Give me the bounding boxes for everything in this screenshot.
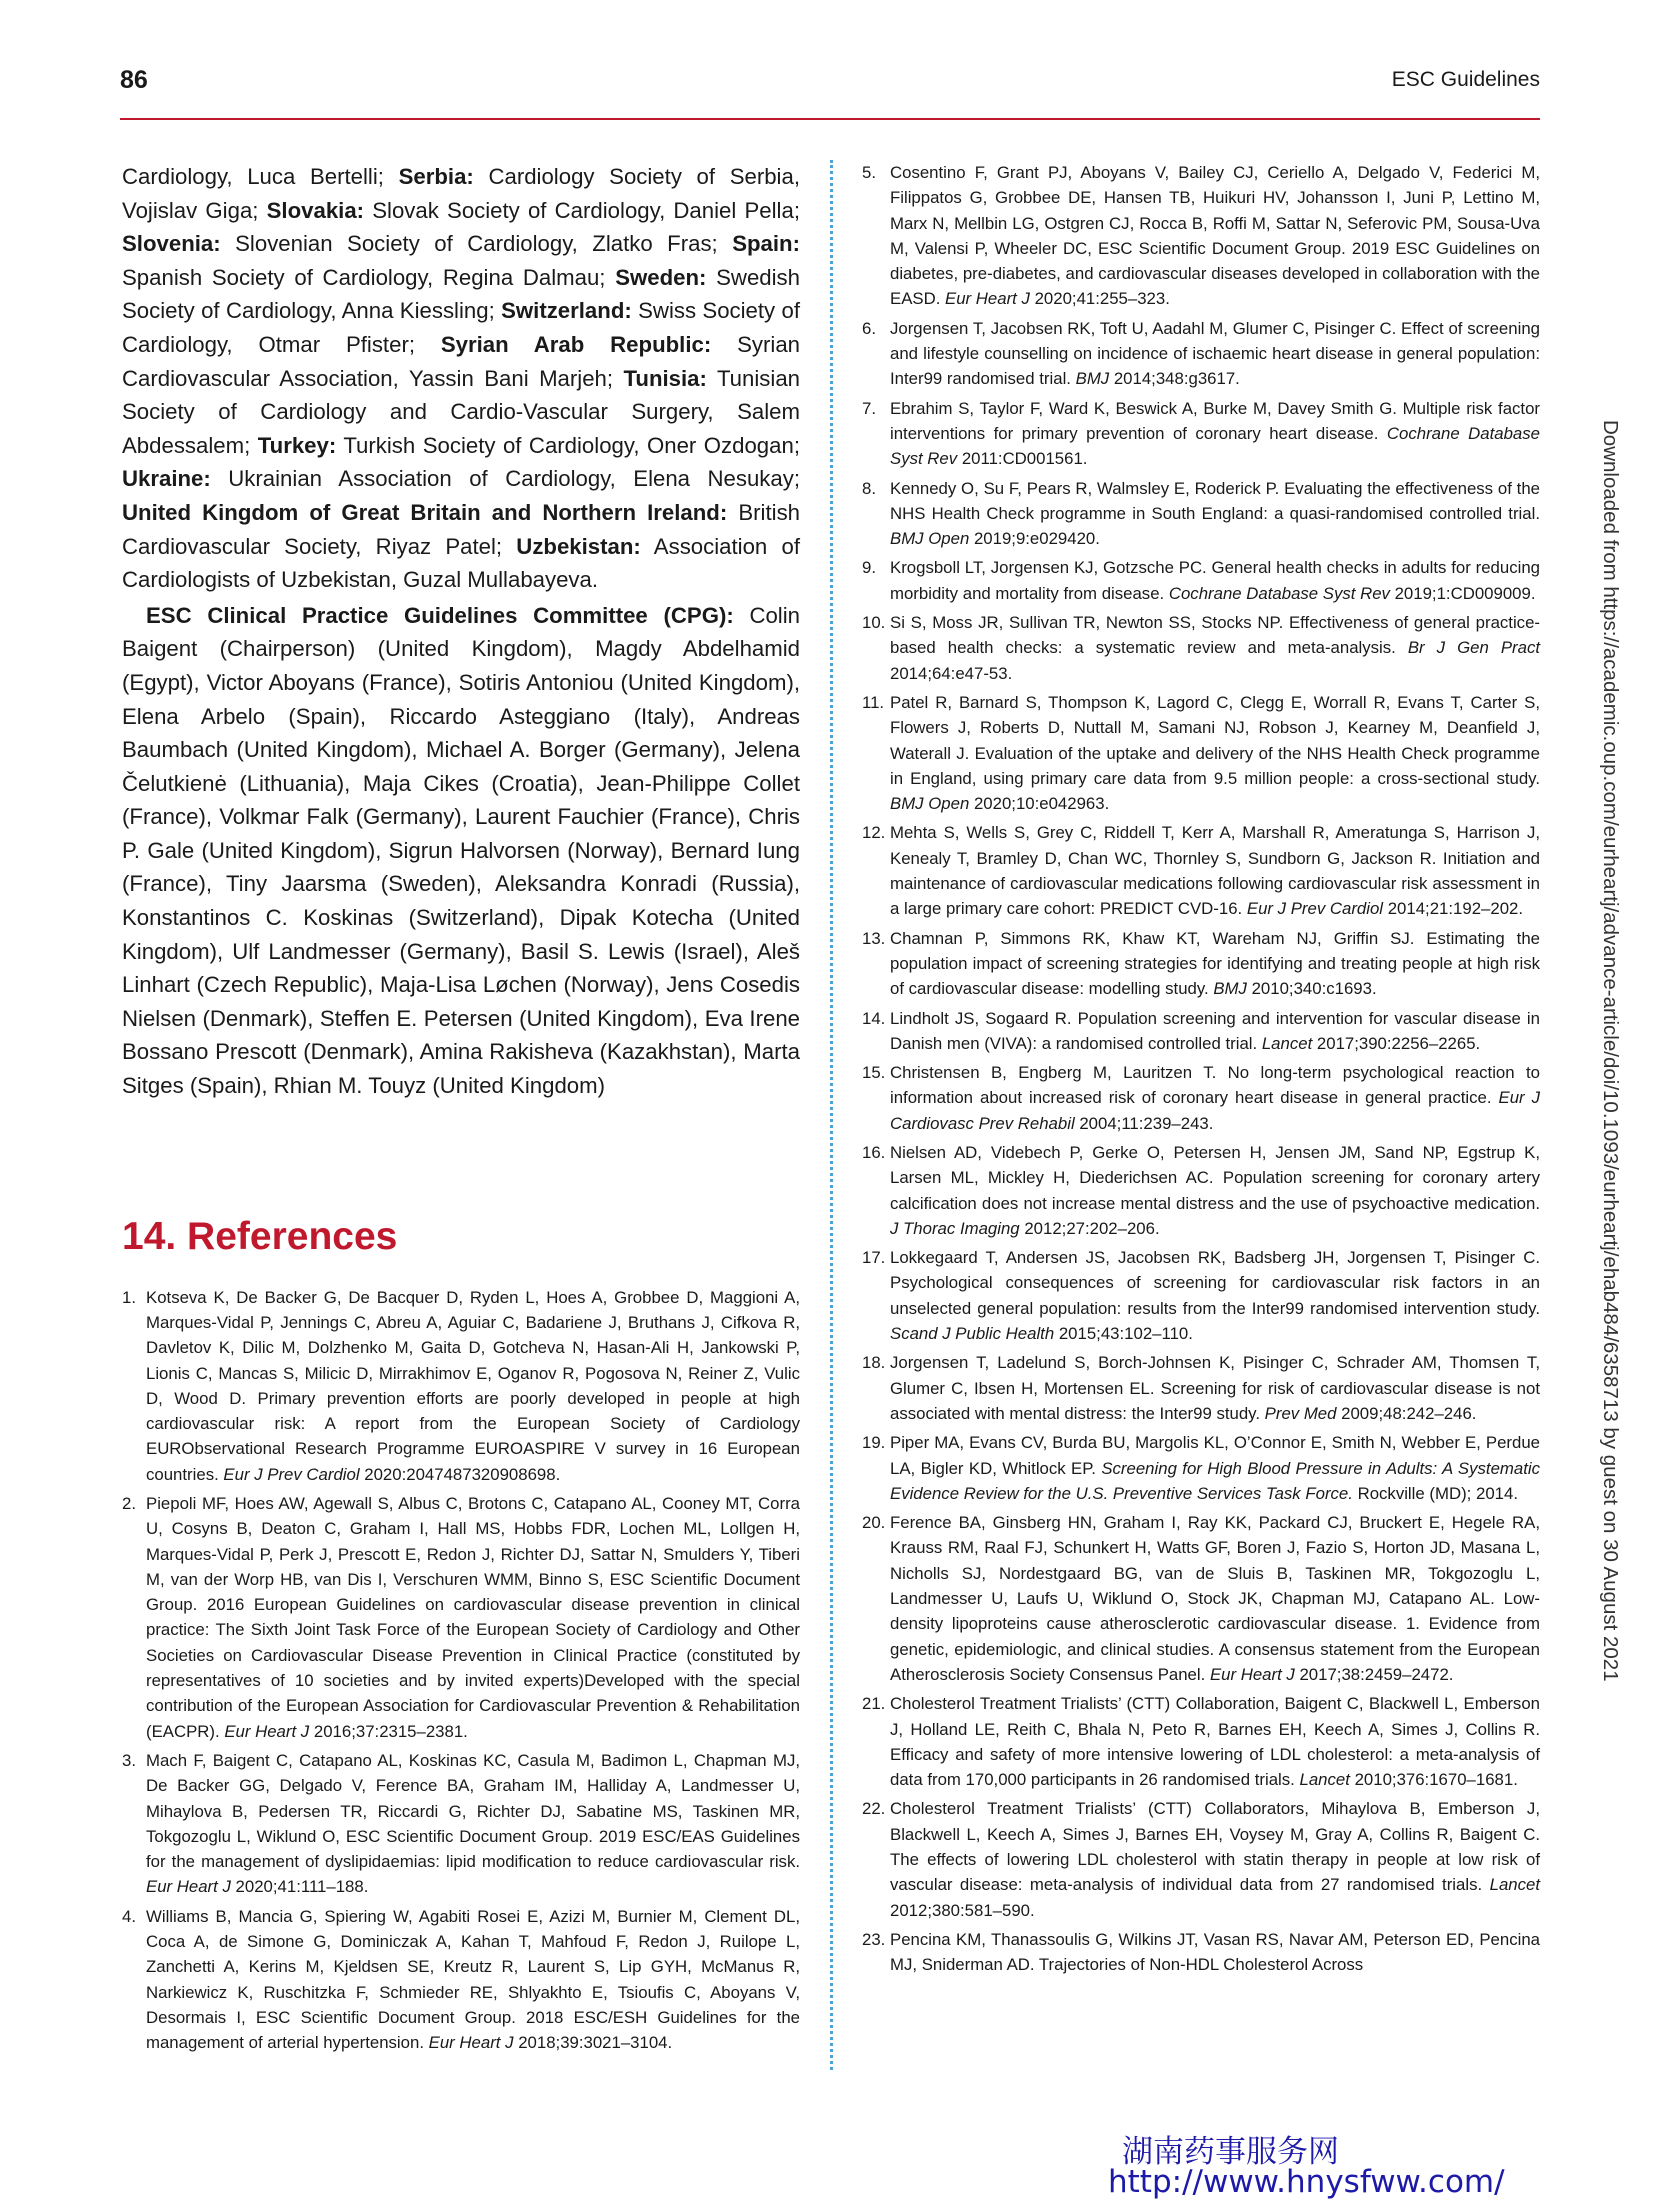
reference-journal: Screening for High Blood Pressure in Adults: A Systematic Evidence Review for the U.S. Preventive Services Task Force. [890, 1458, 1540, 1503]
reference-journal: Lancet [1261, 1033, 1313, 1053]
society-text: Slovak Society of Cardiology, Daniel Pella; [364, 197, 800, 223]
reference-journal: Lancet [1299, 1770, 1350, 1790]
country-label: Slovenia: [122, 231, 221, 257]
society-text: Cardiology, Luca Bertelli; [122, 164, 399, 189]
reference-journal: Eur J Prev Cardiol [223, 1464, 360, 1484]
country-label: Slovakia: [266, 197, 365, 223]
reference-item [862, 316, 1540, 392]
reference-text [890, 1799, 1540, 1919]
society-text: Swedish Society of Cardiology, Anna Kiessling; [122, 264, 800, 324]
reference-authors-title: Mach F, Baigent C, Catapano AL, Koskinas KC, Casula M, Badimon L, Chapman MJ, De Backer GG, Delgado V, Ference BA, Graham IM, Halliday A, Landmesser U, Mihaylova B, Pedersen TR, Riccardi G, Richter DJ, Sabatine MS, Taskinen MR, Tokgozoglu L, Wiklund O, ESC Scientific Document Group. 2019 ESC/EAS Guidelines for the management of dyslipidaemias: lipid modification to reduce cardiovascular risk. [146, 1750, 800, 1872]
reference-journal: Cochrane Database Syst Rev [890, 423, 1540, 469]
reference-text [890, 1513, 1540, 1684]
reference-number: 17. [862, 1248, 886, 1268]
reference-item [862, 610, 1540, 686]
country-label: United Kingdom of Great Britain and Northern Ireland: [122, 499, 728, 525]
reference-text [890, 1694, 1540, 1789]
reference-item [862, 1350, 1540, 1426]
reference-citation: 2020:2047487320908698. [359, 1464, 561, 1484]
reference-citation: 2017;390:2256–2265. [1312, 1033, 1481, 1053]
reference-number: 3. [122, 1750, 136, 1770]
reference-citation: 2020;10:e042963. [969, 794, 1110, 814]
reference-text [146, 1288, 800, 1484]
reference-authors-title: Mehta S, Wells S, Grey C, Riddell T, Kerr A, Marshall R, Ameratunga S, Harrison J, Kenealy T, Bramley D, Chan WC, Thornley S, Sundborn G, Jackson R. Initiation and maintenance of cardiovascular medications following cardiovascular risk assessment in a large primary care cohort: PREDICT CVD-16. [890, 823, 1540, 919]
reference-citation: 2012;380:581–590. [890, 1900, 1035, 1920]
reference-item [862, 690, 1540, 816]
reference-text [890, 558, 1540, 602]
reference-authors-title: Lokkegaard T, Andersen JS, Jacobsen RK, Badsberg JH, Jorgensen T, Pisinger C. Psychological consequences of screening for cardiovascular risk factors in an unselected general population: results from the Inter99 randomised intervention study. [890, 1248, 1540, 1318]
reference-authors-title: Si S, Moss JR, Sullivan TR, Newton SS, Stocks NP. Effectiveness of general practice-based health checks: a systematic review and meta-analysis. [890, 613, 1540, 658]
reference-journal: Eur Heart J [945, 289, 1030, 309]
reference-journal: Eur Heart J [146, 1877, 231, 1897]
reference-number: 18. [862, 1353, 886, 1373]
reference-number: 5. [862, 163, 876, 182]
reference-citation: 2014;21:192–202. [1383, 899, 1524, 919]
watermark-title: 湖南药事服务网 [1122, 2134, 1339, 2170]
reference-number: 15. [862, 1063, 886, 1083]
reference-journal: Eur Heart J [428, 2033, 514, 2053]
reference-item [862, 1060, 1540, 1136]
reference-text [890, 399, 1540, 469]
column-divider [830, 160, 833, 2070]
reference-authors-title: Cholesterol Treatment Trialists’ (CTT) Collaborators, Mihaylova B, Emberson J, Blackwell L, Keech A, Simes J, Barnes EH, Voysey M, Gray A, Collins R, Baigent C. The effects of lowering LDL cholesterol with statin therapy in people at low risk of vascular disease: meta-analysis of individual data from 27 randomised trials. [890, 1799, 1540, 1895]
reference-journal: Prev Med [1264, 1403, 1337, 1423]
country-label: Uzbekistan: [516, 533, 641, 559]
reference-citation: 2015;43:102–110. [1054, 1324, 1193, 1344]
reference-authors-title: Williams B, Mancia G, Spiering W, Agabiti Rosei E, Azizi M, Burnier M, Clement DL, Coca A, de Simone G, Dominiczak A, Kahan T, Mahfoud F, Redon J, Ruilope L, Zanchetti A, Kerins M, Kjeldsen SE, Kreutz R, Laurent S, Lip GYH, McManus R, Narkiewicz K, Ruschitzka F, Schmieder RE, Shlyakhto E, Tsioufis C, Aboyans V, Desormais I, ESC Scientific Document Group. 2018 ESC/ESH Guidelines for the management of arterial hypertension. [146, 1906, 800, 2053]
reference-authors-title: Christensen B, Engberg M, Lauritzen T. No long-term psychological reaction to information about increased risk of coronary heart disease in general practice. [890, 1063, 1540, 1108]
reference-item [862, 396, 1540, 472]
reference-number: 4. [122, 1906, 136, 1926]
reference-journal: BMJ Open [890, 794, 970, 814]
reference-number: 22. [862, 1799, 886, 1819]
reference-list-left [122, 1285, 800, 2056]
reference-number: 19. [862, 1433, 886, 1453]
reference-item [862, 926, 1540, 1002]
reference-journal: BMJ [1213, 979, 1247, 999]
reference-number: 1. [122, 1287, 136, 1307]
reference-citation: 2016;37:2315–2381. [309, 1721, 468, 1741]
left-column [122, 160, 800, 2060]
reference-authors-title: Krogsboll LT, Jorgensen KJ, Gotzsche PC. General health checks in adults for reducing morbidity and mortality from disease. [890, 558, 1540, 603]
reference-item [122, 1748, 800, 1900]
reference-text [890, 479, 1540, 549]
reference-text [890, 1930, 1540, 1974]
reference-citation: 2020;41:111–188. [230, 1877, 369, 1897]
download-notice: Downloaded from https://academic.oup.com/eurheartj/advance-article/doi/10.1093/eurheartj/ehab484/6358713 by guest on 30 August 2021 [1599, 420, 1622, 1682]
reference-number: 21. [862, 1694, 886, 1714]
reference-citation: 2020;41:255–323. [1029, 289, 1170, 309]
reference-journal: Eur J Cardiovasc Prev Rehabil [890, 1088, 1541, 1133]
reference-number: 6. [862, 318, 876, 338]
country-label: Spain: [732, 231, 800, 257]
reference-citation: Rockville (MD); 2014. [1352, 1483, 1518, 1503]
society-text: Spanish Society of Cardiology, Regina Dalmau; [122, 264, 616, 290]
reference-journal: Br J Gen Pract [1407, 638, 1541, 658]
page-header [120, 66, 1540, 106]
country-label: Serbia: [398, 164, 474, 189]
reference-citation: 2012;27:202–206. [1019, 1218, 1160, 1238]
reference-item [862, 1691, 1540, 1792]
page-number: 86 [120, 66, 148, 94]
country-label: Ukraine: [122, 466, 211, 492]
reference-item [862, 1927, 1540, 1978]
country-label: Syrian Arab Republic: [440, 331, 712, 357]
reference-journal: Eur Heart J [1209, 1664, 1295, 1684]
reference-citation: 2018;39:3021–3104. [513, 2033, 673, 2053]
reference-number: 12. [862, 823, 886, 843]
society-text: Ukrainian Association of Cardiology, Elena Nesukay; [210, 466, 800, 492]
reference-citation: 2010;340:c1693. [1246, 979, 1377, 999]
society-text: Cardiology Society of Serbia, Vojislav Giga; [122, 164, 800, 223]
reference-authors-title: Pencina KM, Thanassoulis G, Wilkins JT, Vasan RS, Navar AM, Peterson ED, Pencina MJ, Sniderman AD. Trajectories of Non-HDL Cholesterol Across [890, 1929, 1540, 1975]
reference-authors-title: Patel R, Barnard S, Thompson K, Lagord C, Clegg E, Worrall R, Evans T, Carter S, Flowers J, Roberts D, Nuttall M, Samani NJ, Robson J, Kearney M, Deanfield J, Waterall J. Evaluation of the uptake and delivery of the NHS Health Check programme in England, using primary care data from 9.5 million people: a cross-sectional study. [890, 692, 1540, 788]
reference-item [862, 1245, 1540, 1346]
reference-journal: J Thorac Imaging [890, 1218, 1020, 1238]
right-column [862, 160, 1540, 1981]
society-text: Association of Cardiologists of Uzbekistan, Guzal Mullabayeva. [122, 533, 800, 593]
reference-item [862, 820, 1540, 921]
committee-paragraph [122, 599, 800, 1103]
reference-text [890, 929, 1540, 999]
reference-number: 11. [862, 692, 885, 712]
reference-authors-title: Piepoli MF, Hoes AW, Agewall S, Albus C, Brotons C, Catapano AL, Cooney MT, Corra U, Cosyns B, Deaton C, Graham I, Hall MS, Hobbs FDR, Lochen ML, Lollgen H, Marques-Vidal P, Perk J, Prescott E, Redon J, Richter DJ, Sattar N, Smulders Y, Tiberi M, van der Worp HB, van Dis I, Verschuren WMM, Binno S, ESC Scientific Document Group. 2016 European Guidelines on cardiovascular disease prevention in clinical practice: The Sixth Joint Task Force of the European Society of Cardiology and Other Societies on Cardiovascular Disease Prevention in Clinical Practice (constituted by representatives of 10 societies and by invited experts)Developed with the special contribution of the European Association for Cardiovascular Prevention & Rehabilitation (EACPR). [146, 1494, 800, 1741]
reference-authors-title: Cosentino F, Grant PJ, Aboyans V, Bailey CJ, Ceriello A, Delgado V, Federici M, Filippatos G, Grobbee DE, Hansen TB, Huikuri HV, Johansson I, Juni P, Lettino M, Marx N, Mellbin LG, Ostgren CJ, Rocca B, Roffi M, Sattar N, Seferovic PM, Sousa-Uva M, Valensi P, Wheeler DC, ESC Scientific Document Group. 2019 ESC Guidelines on diabetes, pre-diabetes, and cardiovascular diseases developed in collaboration with the EASD. [890, 163, 1540, 309]
reference-text [890, 1353, 1540, 1423]
reference-text [890, 613, 1540, 683]
reference-item [122, 1491, 800, 1744]
reference-text [890, 1433, 1540, 1503]
reference-journal: Scand J Public Health [890, 1324, 1055, 1344]
reference-citation: 2010;376:1670–1681. [1349, 1770, 1518, 1790]
reference-number: 8. [862, 478, 876, 498]
reference-authors-title: Lindholt JS, Sogaard R. Population screening and intervention for vascular disease in Danish men (VIVA): a randomised controlled trial. [890, 1008, 1540, 1053]
reference-item [862, 555, 1540, 606]
reference-number: 16. [862, 1142, 886, 1162]
reference-authors-title: Kotseva K, De Backer G, De Bacquer D, Ryden L, Hoes A, Grobbee D, Maggioni A, Marques-Vidal P, Jennings C, Abreu A, Aguiar C, Badariene J, Bruthans J, Cifkova R, Davletov K, Dilic M, Dolzhenko M, Gaita D, Gotcheva N, Hasan-Ali H, Jankowski P, Lionis C, Mancas S, Milicic D, Mirrakhimov E, Oganov R, Pogosova N, Reiner Z, Vulic D, Wood D. Primary prevention efforts are poorly developed in people at high cardiovascular risk: A report from the European Society of Cardiology EURObservational Research Programme EUROASPIRE V survey in 16 European countries. [146, 1287, 800, 1484]
reference-number: 13. [862, 928, 886, 948]
reference-number: 20. [862, 1513, 886, 1533]
reference-number: 10. [862, 613, 886, 633]
reference-text [890, 823, 1540, 918]
reference-authors-title: Kennedy O, Su F, Pears R, Walmsley E, Roderick P. Evaluating the effectiveness of the NHS Health Check programme in South England: a quasi-randomised controlled trial. [890, 478, 1540, 523]
reference-citation: 2017;38:2459–2472. [1294, 1664, 1454, 1684]
reference-text [890, 1009, 1540, 1053]
reference-citation: 2004;11:239–243. [1074, 1113, 1214, 1133]
reference-journal: BMJ [1075, 369, 1110, 389]
watermark-link[interactable]: http://www.hnysfww.com/ [1108, 2164, 1505, 2200]
reference-citation: 2019;1:CD009009. [1389, 583, 1536, 603]
reference-authors-title: Piper MA, Evans CV, Burda BU, Margolis KL, O’Connor E, Smith N, Webber E, Perdue LA, Bigler KD, Whitlock EP. [890, 1433, 1540, 1478]
reference-item [862, 1006, 1540, 1057]
reference-citation: 2019;9:e029420. [969, 529, 1100, 549]
committee-members: Colin Baigent (Chairperson) (United Kingdom), Magdy Abdelhamid (Egypt), Victor Aboyans (France), Sotiris Antoniou (United Kingdom), Elena Arbelo (Spain), Riccardo Asteggiano (Italy), Andreas Baumbach (United Kingdom), Michael A. Borger (Germany), Jelena Čelutkienė (Lithuania), Maja Cikes (Croatia), Jean-Philippe Collet (France), Volkmar Falk (Germany), Laurent Fauchier (France), Chris P. Gale (United Kingdom), Sigrun Halvorsen (Norway), Bernard Iung (France), Tiny Jaarsma (Sweden), Aleksandra Konradi (Russia), Konstantinos C. Koskinas (Switzerland), Dipak Kotecha (United Kingdom), Ulf Landmesser (Germany), Basil S. Lewis (Israel), Aleš Linhart (Czech Republic), Maja-Lisa Løchen (Norway), Jens Cosedis Nielsen (Denmark), Steffen E. Petersen (United Kingdom), Eva Irene Bossano Prescott (Denmark), Amina Rakisheva (Kazakhstan), Marta Sitges (Spain), Rhian M. Touyz (United Kingdom) [122, 602, 800, 1099]
reference-text [146, 1751, 800, 1896]
header-rule [120, 118, 1540, 120]
reference-authors-title: Ebrahim S, Taylor F, Ward K, Beswick A, Burke M, Davey Smith G. Multiple risk factor interventions for primary prevention of coronary heart disease. [890, 398, 1540, 443]
country-label: Sweden: [615, 264, 707, 290]
country-label: Turkey: [257, 432, 337, 458]
reference-journal: Eur Heart J [224, 1721, 310, 1741]
section-title: 14. References [122, 1214, 398, 1258]
society-text: British Cardiovascular Society, Riyaz Patel; [122, 499, 801, 559]
reference-item [862, 1796, 1540, 1922]
reference-text [146, 1494, 800, 1741]
country-label: Tunisia: [623, 365, 707, 391]
reference-authors-title: Chamnan P, Simmons RK, Khaw KT, Wareham NJ, Griffin SJ. Estimating the population impact of screening strategies for identifying and treating people at high risk of cardiovascular disease: modelling study. [890, 928, 1540, 999]
reference-authors-title: Cholesterol Treatment Trialists’ (CTT) Collaboration, Baigent C, Blackwell L, Emberson J, Holland LE, Reith C, Bhala N, Peto R, Barnes EH, Keech A, Simes J, Collins R. Efficacy and safety of more intensive lowering of LDL cholesterol: a meta-analysis of data from 170,000 participants in 26 randomised trials. [890, 1694, 1540, 1790]
reference-text [890, 1248, 1540, 1343]
society-text: Syrian Cardiovascular Association, Yassin Bani Marjeh; [122, 331, 800, 391]
reference-number: 2. [122, 1494, 136, 1513]
reference-authors-title: Jorgensen T, Ladelund S, Borch-Johnsen K, Pisinger C, Schrader AM, Thomsen T, Glumer C, Ibsen H, Mortensen EL. Screening for risk of cardiovascular disease is not associated with mental distress: the Inter99 study. [890, 1353, 1540, 1423]
reference-text [890, 319, 1540, 389]
reference-text [890, 1143, 1540, 1238]
reference-item [862, 476, 1540, 552]
reference-authors-title: Ference BA, Ginsberg HN, Graham I, Ray KK, Packard CJ, Bruckert E, Hegele RA, Krauss RM, Raal FJ, Schunkert H, Watts GF, Boren J, Fazio S, Horton JD, Masana L, Nicholls SJ, Nordestgaard BG, van de Sluis B, Taskinen MR, Tokgozoglu L, Landmesser U, Laufs U, Wiklund O, Stock JK, Chapman MJ, Catapano AL. Low-density lipoproteins cause atherosclerotic cardiovascular disease. 1. Evidence from genetic, epidemiologic, and clinical studies. A consensus statement from the European Atherosclerosis Society Consensus Panel. [890, 1513, 1540, 1684]
reference-item [862, 1510, 1540, 1687]
reference-item [862, 1140, 1540, 1241]
reference-citation: 2014;64:e47-53. [890, 663, 1013, 683]
society-text: Swiss Society of Cardiology, Otmar Pfister; [122, 298, 800, 357]
reference-number: 23. [862, 1929, 886, 1949]
reference-journal: BMJ Open [890, 529, 970, 549]
committee-heading: ESC Clinical Practice Guidelines Committee (CPG): [146, 602, 734, 628]
reference-item [122, 1904, 800, 2056]
reference-list-right [862, 160, 1540, 1977]
reference-journal: Eur J Prev Cardiol [1246, 899, 1384, 919]
society-text: Slovenian Society of Cardiology, Zlatko Fras; [220, 231, 733, 257]
reference-number: 14. [862, 1008, 886, 1028]
reference-journal: Cochrane Database Syst Rev [1168, 583, 1390, 603]
reference-text [890, 1063, 1540, 1133]
reference-text [890, 163, 1540, 308]
affiliations-paragraph [122, 160, 800, 597]
reference-journal: Lancet [1489, 1875, 1540, 1895]
reference-authors-title: Jorgensen T, Jacobsen RK, Toft U, Aadahl M, Glumer C, Pisinger C. Effect of screening and lifestyle counselling on incidence of ischaemic heart disease in general population: Inter99 randomised trial. [890, 318, 1540, 389]
reference-citation: 2009;48:242–246. [1336, 1403, 1477, 1423]
country-label: Switzerland: [501, 298, 632, 324]
reference-citation: 2011:CD001561. [957, 449, 1088, 469]
reference-item [122, 1285, 800, 1487]
reference-citation: 2014;348:g3617. [1109, 369, 1240, 389]
reference-item [862, 160, 1540, 312]
reference-text [890, 693, 1540, 813]
running-head: ESC Guidelines [1391, 68, 1540, 91]
reference-authors-title: Nielsen AD, Videbech P, Gerke O, Petersen H, Jensen JM, Sand NP, Egstrup K, Larsen ML, Mickley H, Diederichsen AC. Population screening for coronary artery calcification does not increase mental distress and the use of psychoactive medication. [890, 1142, 1540, 1213]
reference-number: 9. [862, 558, 876, 578]
reference-text [146, 1907, 800, 2052]
reference-number: 7. [862, 398, 876, 418]
society-text: Tunisian Society of Cardiology and Cardio-Vascular Surgery, Salem Abdessalem; [122, 365, 800, 458]
reference-item [862, 1430, 1540, 1506]
society-text: Turkish Society of Cardiology, Oner Ozdogan; [336, 432, 800, 458]
